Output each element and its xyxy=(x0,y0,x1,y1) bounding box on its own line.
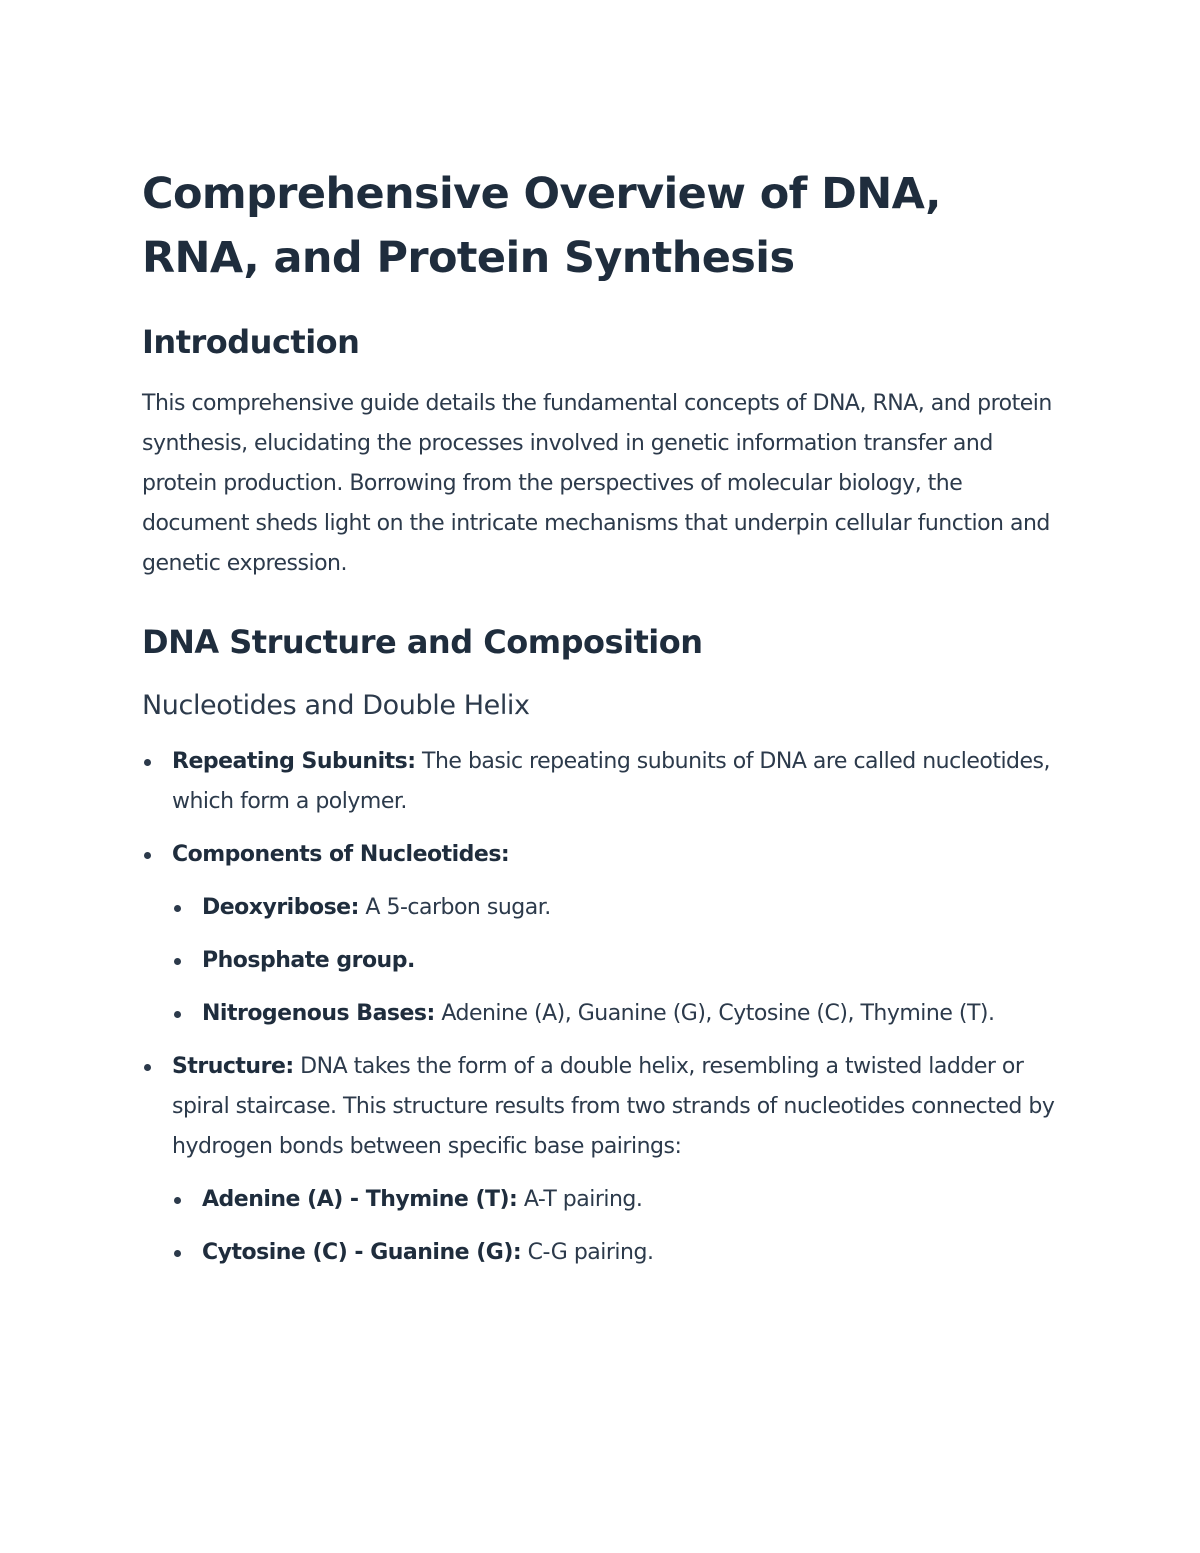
section-heading-dna-structure: DNA Structure and Composition xyxy=(142,623,703,661)
base-pairing-list xyxy=(172,1180,1062,1273)
list-item-label: Structure: xyxy=(172,1054,294,1079)
list-item-components-of-nucleotides xyxy=(142,835,1062,1034)
list-item-c-g-pairing xyxy=(172,1233,1062,1273)
list-item-label: Nitrogenous Bases: xyxy=(202,1001,435,1026)
section-heading-introduction: Introduction xyxy=(142,323,360,361)
bullet-icon xyxy=(174,958,181,965)
bullet-icon xyxy=(144,1064,151,1071)
list-item-label: Cytosine (C) - Guanine (G): xyxy=(202,1240,522,1265)
list-item-label: Components of Nucleotides: xyxy=(172,842,510,867)
list-item-text: The basic repeating subunits of DNA are called nucleotides, which form a polymer. xyxy=(172,749,1051,814)
bullet-icon xyxy=(174,905,181,912)
bullet-icon xyxy=(174,1197,181,1204)
list-item-label: Repeating Subunits: xyxy=(172,749,416,774)
bullet-icon xyxy=(144,852,151,859)
list-item-label: Adenine (A) - Thymine (T): xyxy=(202,1187,518,1212)
nucleotide-components-list xyxy=(172,888,1062,1034)
subheading-nucleotides-double-helix: Nucleotides and Double Helix xyxy=(142,690,530,721)
list-item-text: DNA takes the form of a double helix, resembling a twisted ladder or spiral staircase. This structure results from two strands of nucleotides connected by hydrogen bonds between specific base pairings: xyxy=(172,1054,1055,1159)
list-item-label: Deoxyribose: xyxy=(202,895,359,920)
list-item-phosphate-group xyxy=(172,941,1062,981)
list-item-a-t-pairing xyxy=(172,1180,1062,1220)
list-item-structure xyxy=(142,1047,1062,1273)
list-item-label: Phosphate group. xyxy=(202,948,415,973)
list-item-text: A-T pairing. xyxy=(517,1187,643,1212)
dna-bullet-list xyxy=(142,742,1062,1273)
document-title: Comprehensive Overview of DNA, RNA, and Protein Synthesis xyxy=(142,169,941,283)
bullet-icon xyxy=(144,759,151,766)
list-item-deoxyribose xyxy=(172,888,1062,928)
list-item-text: A 5-carbon sugar. xyxy=(358,895,551,920)
list-item-repeating-subunits xyxy=(142,742,1062,822)
bullet-icon xyxy=(174,1250,181,1257)
list-item-nitrogenous-bases xyxy=(172,994,1062,1034)
bullet-icon xyxy=(174,1011,181,1018)
list-item-text: Adenine (A), Guanine (G), Cytosine (C), Thymine (T). xyxy=(434,1001,995,1026)
introduction-paragraph: This comprehensive guide details the fundamental concepts of DNA, RNA, and protein synthesis, elucidating the processes involved in genetic information transfer and protein production. Borrowing from the perspectives of molecular biology, the document sheds light on the intricate mechanisms that underpin cellular function and genetic expression. xyxy=(142,391,1052,576)
list-item-text: C-G pairing. xyxy=(521,1240,654,1265)
document-content xyxy=(142,162,1062,1286)
